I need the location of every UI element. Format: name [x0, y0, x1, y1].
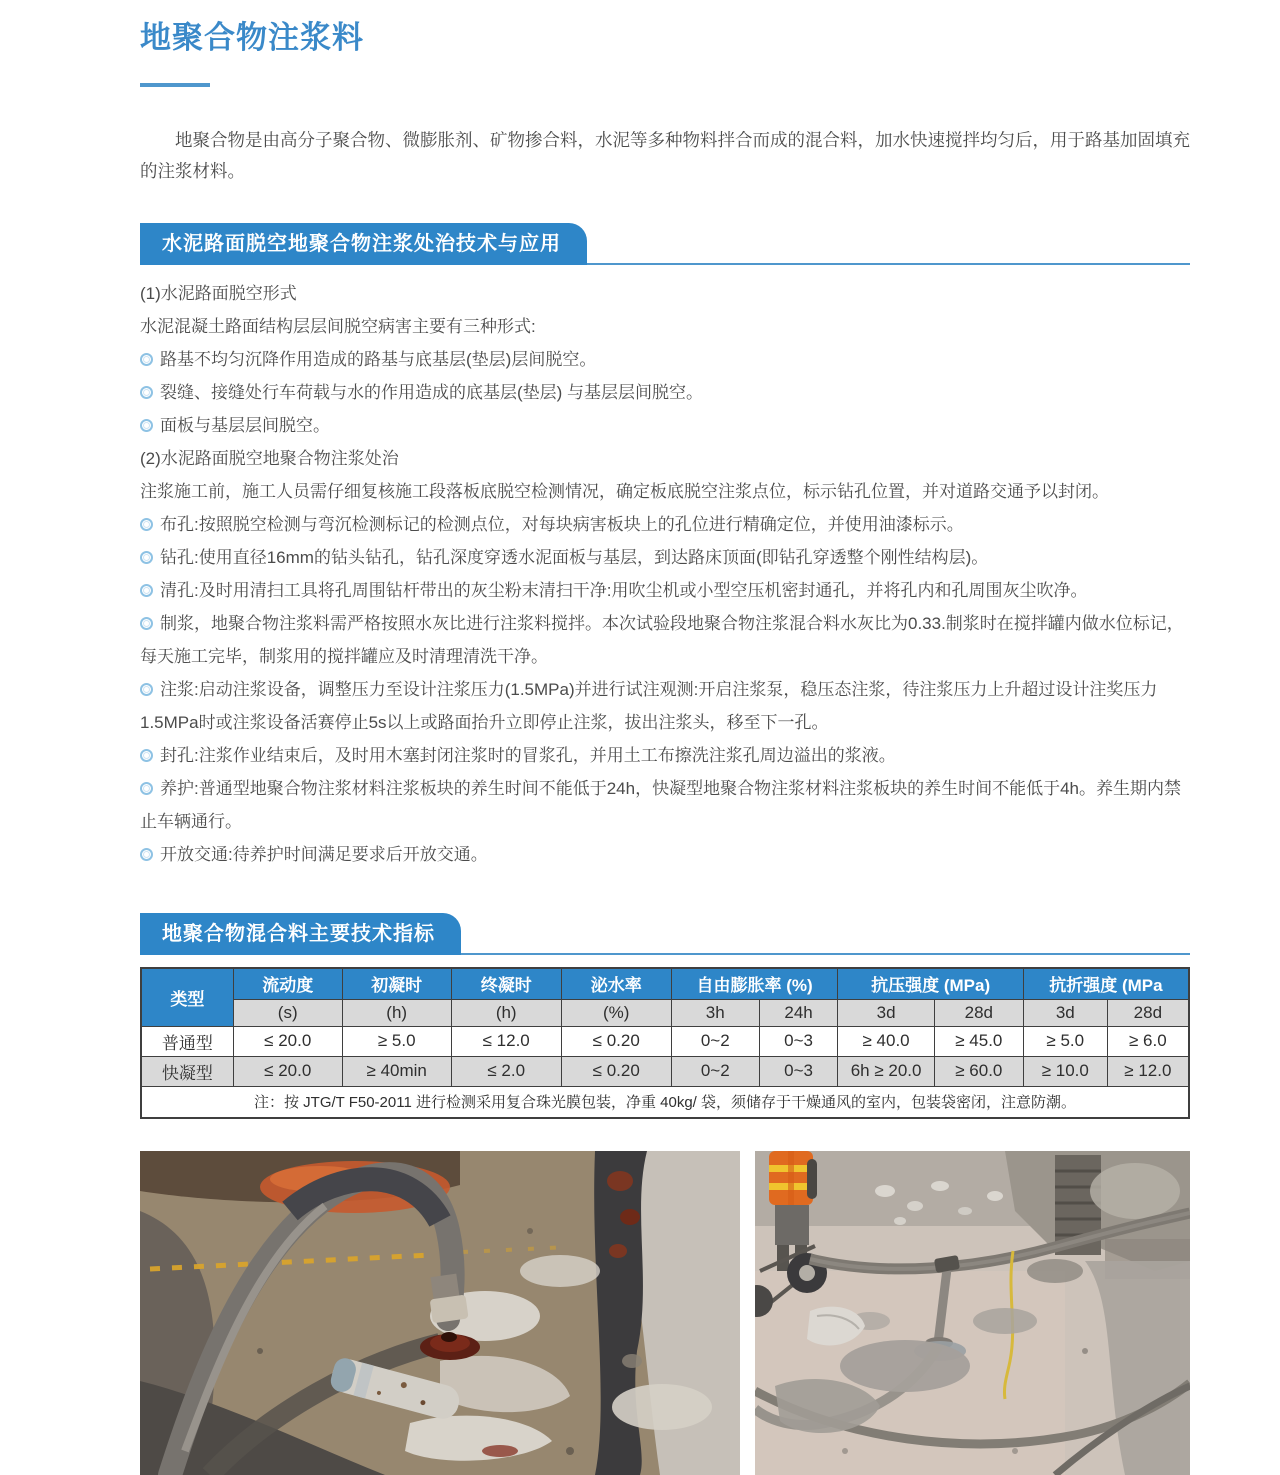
cell: ≤ 0.20: [561, 1026, 671, 1056]
bullet-item: [140, 376, 1190, 409]
spec-banner-rule: [461, 953, 1190, 955]
bullet-item: [140, 772, 1190, 838]
tech-section-body: [140, 277, 1190, 871]
table-header-row-1: [141, 968, 1189, 999]
bullet-item: [140, 607, 1190, 673]
page-title: 地聚合物注浆料: [140, 20, 364, 55]
cell: ≥ 40min: [342, 1056, 451, 1086]
photo-strip: [140, 1151, 1190, 1475]
unit-cell: 3d: [838, 999, 934, 1026]
ring-bullet-icon: [140, 683, 153, 696]
ring-bullet-icon: [140, 518, 153, 531]
tech-banner-rule: [587, 263, 1190, 265]
table-row-rapid: [141, 1056, 1189, 1086]
cell: ≥ 5.0: [1023, 1026, 1107, 1056]
unit-cell: 3h: [671, 999, 759, 1026]
cell: ≥ 6.0: [1107, 1026, 1189, 1056]
cell: 0~2: [671, 1026, 759, 1056]
unit-cell: 3d: [1023, 999, 1107, 1026]
sub2-intro: 注浆施工前，施工人员需仔细复核施工段落板底脱空检测情况，确定板底脱空注浆点位，标示钻孔位置，并对道路交通予以封闭。: [140, 482, 1109, 501]
unit-cell: (%): [561, 999, 671, 1026]
cell: 普通型: [141, 1026, 233, 1056]
ring-bullet-icon: [140, 551, 153, 564]
header-free-expansion: 自由膨胀率 (%): [671, 968, 838, 999]
cell: ≤ 12.0: [451, 1026, 561, 1056]
bullet-item: [140, 739, 1190, 772]
header-type: 类型: [141, 968, 233, 1026]
cell: ≥ 5.0: [342, 1026, 451, 1056]
bullet-item: [140, 574, 1190, 607]
ring-bullet-icon: [140, 353, 153, 366]
ring-bullet-icon: [140, 419, 153, 432]
bullet-text: 裂缝、接缝处行车荷载与水的作用造成的底基层(垫层) 与基层层间脱空。: [160, 383, 704, 402]
tech-section-banner: [140, 223, 1190, 265]
ring-bullet-icon: [140, 749, 153, 762]
ring-bullet-icon: [140, 617, 153, 630]
header-bleeding: 泌水率: [561, 968, 671, 999]
bullet-text: 布孔:按照脱空检测与弯沉检测标记的检测点位，对每块病害板块上的孔位进行精确定位，并使用油漆标示。: [160, 515, 964, 534]
bullet-text: 路基不均匀沉降作用造成的路基与底基层(垫层)层间脱空。: [160, 350, 597, 369]
header-flexural: 抗折强度 (MPa: [1023, 968, 1189, 999]
bullet-item: [140, 508, 1190, 541]
photo-grouting-hose-and-packer: [140, 1151, 740, 1475]
bullet-text: 钻孔:使用直径16mm的钻头钻孔，钻孔深度穿透水泥面板与基层，到达路床顶面(即钻孔穿透整个刚性结构层)。: [160, 548, 989, 567]
cell: ≥ 12.0: [1107, 1056, 1189, 1086]
unit-cell: (s): [233, 999, 342, 1026]
ring-bullet-icon: [140, 584, 153, 597]
cell: 0~3: [759, 1056, 838, 1086]
bullet-item: [140, 673, 1190, 739]
bullet-text: 养护:普通型地聚合物注浆材料注浆板块的养生时间不能低于24h，快凝型地聚合物注浆材料注浆板块的养生时间不能低于4h。养生期内禁止车辆通行。: [140, 779, 1181, 831]
cell: ≤ 20.0: [233, 1026, 342, 1056]
bullet-text: 开放交通:待养护时间满足要求后开放交通。: [160, 845, 488, 864]
bullet-item: [140, 409, 1190, 442]
table-row-ordinary: [141, 1026, 1189, 1056]
cell: ≥ 60.0: [934, 1056, 1023, 1086]
tech-banner-label: 水泥路面脱空地聚合物注浆处治技术与应用: [140, 223, 587, 265]
bullet-item: [140, 838, 1190, 871]
cell: ≥ 45.0: [934, 1026, 1023, 1056]
sub2-heading: (2)水泥路面脱空地聚合物注浆处治: [140, 449, 399, 468]
bullet-text: 制浆，地聚合物注浆料需严格按照水灰比进行注浆料搅拌。本次试验段地聚合物注浆混合料水灰比为0.33.制浆时在搅拌罐内做水位标记，每天施工完毕，制浆用的搅拌罐应及时清理清洗干净。: [140, 614, 1184, 666]
ring-bullet-icon: [140, 386, 153, 399]
table-header-row-2: [141, 999, 1189, 1026]
cell: 快凝型: [141, 1056, 233, 1086]
cell: 0~2: [671, 1056, 759, 1086]
cell: ≥ 10.0: [1023, 1056, 1107, 1086]
unit-cell: 28d: [1107, 999, 1189, 1026]
sub1-intro: 水泥混凝土路面结构层层间脱空病害主要有三种形式:: [140, 317, 536, 336]
bullet-text: 封孔:注浆作业结束后，及时用木塞封闭注浆时的冒浆孔，并用土工布擦洗注浆孔周边溢出的浆液。: [160, 746, 896, 765]
cell: 6h ≥ 20.0: [838, 1056, 934, 1086]
bullet-item: [140, 343, 1190, 376]
ring-bullet-icon: [140, 782, 153, 795]
bullet-text: 清孔:及时用清扫工具将孔周围钻杆带出的灰尘粉末清扫干净:用吹尘机或小型空压机密封通孔，并将孔内和孔周围灰尘吹净。: [160, 581, 1088, 600]
ring-bullet-icon: [140, 848, 153, 861]
sub1-heading: (1)水泥路面脱空形式: [140, 284, 297, 303]
header-initial-set: 初凝时: [342, 968, 451, 999]
unit-cell: 24h: [759, 999, 838, 1026]
bullet-item: [140, 541, 1190, 574]
title-underline: [140, 83, 210, 87]
spec-table: [140, 967, 1190, 1119]
header-final-set: 终凝时: [451, 968, 561, 999]
cell: ≤ 0.20: [561, 1056, 671, 1086]
cell: ≤ 20.0: [233, 1056, 342, 1086]
header-compressive: 抗压强度 (MPa): [838, 968, 1023, 999]
table-note-row: [141, 1086, 1189, 1118]
intro-paragraph: 地聚合物是由高分子聚合物、微膨胀剂、矿物掺合料，水泥等多种物料拌合而成的混合料，加水快速搅拌均匀后，用于路基加固填充的注浆材料。: [140, 130, 1190, 181]
unit-cell: (h): [342, 999, 451, 1026]
bullet-text: 注浆:启动注浆设备，调整压力至设计注浆压力(1.5MPa)并进行试注观测:开启注浆泵，稳压态注浆，待注浆压力上升超过设计注奖压力1.5MPa时或注浆设备活赛停止5s以上或路面抬升立即停止注浆，拔出注浆头，移至下一孔。: [140, 680, 1158, 732]
table-note: 注：按 JTG/T F50-2011 进行检测采用复合珠光膜包装，净重 40kg/ 袋，须储存于干燥通风的室内，包装袋密闭，注意防潮。: [141, 1086, 1189, 1118]
unit-cell: (h): [451, 999, 561, 1026]
bullet-text: 面板与基层层间脱空。: [160, 416, 330, 435]
cell: 0~3: [759, 1026, 838, 1056]
spec-section-banner: [140, 913, 1190, 955]
unit-cell: 28d: [934, 999, 1023, 1026]
header-fluidity: 流动度: [233, 968, 342, 999]
photo-grouting-worksite: [755, 1151, 1190, 1475]
cell: ≤ 2.0: [451, 1056, 561, 1086]
spec-banner-label: 地聚合物混合料主要技术指标: [140, 913, 461, 955]
cell: ≥ 40.0: [838, 1026, 934, 1056]
